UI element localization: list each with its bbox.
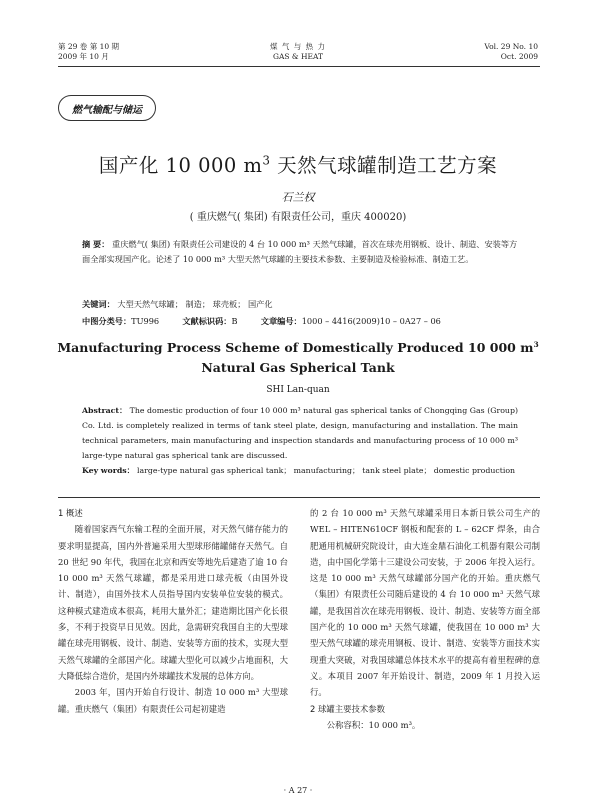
paragraph: 的 2 台 10 000 m³ 天然气球罐采用日本新日铁公司生产的 WEL – HITEN610CF 钢板和配套的 L – 62CF 焊条，由合肥通用机械研究院设计，由大连金鼎石油化工机器有限公司制造，由中国化学第十三建设公司安装，于 2006 年投入运行。这是 10 000 m³ 天然气球罐部分国产化的开始。重庆燃气（集团）有限责任公司随后建设的 4 台 10 000 m³ 天然气球罐，是我国首次在球壳用钢板、设计、制造、安装等方面全部国产化的 10 000 m³ 天然气球罐，使我国在 10 000 m³ 大型天然气球罐的球壳用钢板、设计、制造、安装等方面技术实现重大突破，对我国球罐总体技术水平的提高有着里程碑的意义。本项目 2007 年开始设计、制造，2009 年 1 月投入运行。 [310, 508, 540, 698]
right-column [310, 505, 540, 733]
keywords-en-label: Key words： [82, 466, 135, 475]
header-volume-en [484, 42, 538, 62]
doc-code-label: 文献标识码： [182, 316, 232, 326]
header-journal-cn: 煤 气 与 热 力 [269, 42, 327, 51]
page-number: · A 27 · [283, 786, 313, 795]
title-cn-sup: 3 [262, 153, 271, 168]
header-date: 2009 年 10 月 [58, 52, 109, 61]
abstract-en [82, 403, 518, 463]
paragraph: 随着国家西气东输工程的全面开展，对天然气储存能力的要求明显提高，国内外普遍采用大型球形储罐储存天然气。自 20 世纪 90 年代，我国在北京和西安等地先后建造了逾 10 台 10 000 m³ 天然气球罐，都是采用进口球壳板（由国外设计、制造），由国外技术人员指导国内安装单位安装的模式。这种模式建造成本很高，耗用大量外汇；建造期比国产化长很多，不利于投资早日见效。因此，急需研究我国自主的大型球罐在球壳用钢板、设计、制造、安装等方面的技术，实现大型天然气球罐的全部国产化。球罐大型化可以减少占地面积，大大降低综合造价，是国内外球罐技术发展的总体方向。 [58, 524, 288, 681]
section-tag: 燃气输配与储运 [58, 95, 156, 121]
keywords-cn [82, 297, 518, 312]
abstract-en-label: Abstract： [82, 406, 128, 415]
title-cn-post: 天然气球罐制造工艺方案 [270, 154, 498, 177]
abstract-cn [82, 237, 518, 267]
keywords-en [82, 463, 518, 478]
article-no-label: 文章编号： [260, 316, 302, 326]
abstract-en-text: The domestic production of four 10 000 m³ natural gas spherical tanks of Chongqing Gas (Group) Co. Ltd. is completely realized in terms of tank steel plate, design, manufacturing and installation. The main technical parameters, main manufacturing and inspection standards and manufacturing process of 10 000 m³ large-type natural gas spherical tank are discussed. [82, 406, 518, 460]
keywords-cn-text: 大型天然气球罐； 制造； 球壳板； 国产化 [117, 299, 273, 309]
left-column [58, 505, 288, 717]
title-en-line1 [0, 338, 596, 358]
author-en: SHI Lan-quan [266, 385, 330, 395]
abstract-cn-text: 重庆燃气( 集团) 有限责任公司建设的 4 台 10 000 m³ 天然气球罐，首次在球壳用钢板、设计、制造、安装等方面全部实现国产化。论述了 10 000 m³ 大型天然气球罐的主要技术参数、主要制造及检验标准、制造工艺。 [82, 239, 518, 264]
abstract-cn-label: 摘 要： [82, 239, 110, 249]
header-volume-issue: 第 29 卷 第 10 期 [58, 42, 120, 51]
title-en-line1-text: Manufacturing Process Scheme of Domestically Produced 10 000 m [57, 340, 534, 355]
title-cn [0, 150, 596, 178]
title-en-sup: 3 [533, 339, 539, 349]
keywords-en-text: large-type natural gas spherical tank； manufacturing； tank steel plate； domestic production [136, 466, 516, 475]
body-rule [58, 497, 540, 498]
classification-line [82, 314, 518, 329]
parameter-line: 公称容积：10 000 m³。 [326, 719, 421, 730]
header-vol-no: Vol. 29 No. 10 [484, 42, 538, 51]
title-en-line2: Natural Gas Spherical Tank [201, 360, 395, 375]
header-journal-en: GAS & HEAT [272, 52, 323, 61]
section-heading-1: 1 概述 [58, 508, 83, 518]
author-cn: 石兰权 [281, 191, 315, 204]
clc-value: TU996 [131, 316, 160, 326]
paragraph: 2003 年，国内开始自行设计、制造 10 000 m³ 大型球罐。重庆燃气（集团）有限责任公司起初建造 [58, 687, 288, 714]
clc-label: 中图分类号： [82, 316, 132, 326]
header-month-year: Oct. 2009 [500, 52, 538, 61]
section-heading-2: 2 球罐主要技术参数 [310, 703, 385, 714]
title-en [0, 338, 596, 378]
header-rule [58, 66, 540, 67]
keywords-cn-label: 关键词： [82, 299, 115, 309]
article-no-value: 1000 – 4416(2009)10 – 0A27 – 06 [301, 316, 441, 326]
doc-code-value: B [231, 316, 238, 326]
title-cn-pre: 国产化 10 000 m [98, 154, 263, 177]
affiliation-cn: ( 重庆燃气( 集团) 有限责任公司，重庆 400020) [189, 212, 407, 223]
